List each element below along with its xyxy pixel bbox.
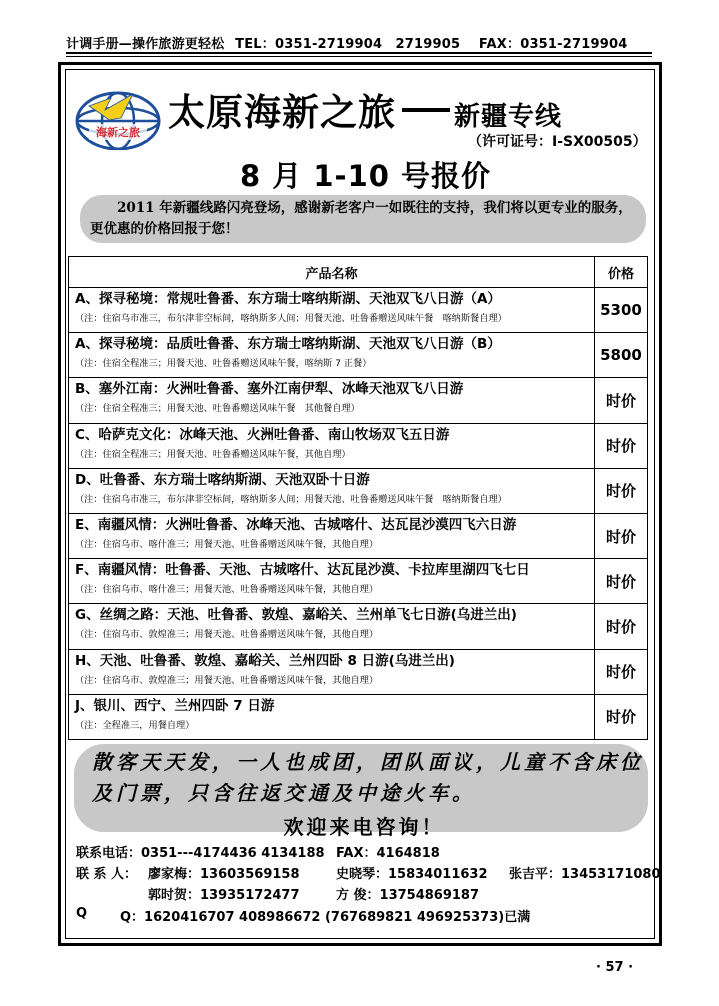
table-row	[69, 513, 648, 558]
product-cell	[69, 513, 595, 558]
product-title: F、南疆风情：吐鲁番、天池、古城喀什、达瓦昆沙漠、卡拉库里湖四飞七日	[75, 562, 530, 579]
product-note: （注：住宿乌市准三，布尔津非空标间，喀纳斯多人间；用餐天池、吐鲁番赠送风味午餐 喀纳斯餐自理）	[75, 313, 507, 324]
product-price: 时价	[595, 559, 648, 604]
product-price: 时价	[595, 649, 648, 694]
product-price: 时价	[595, 468, 648, 513]
header-price: 价格	[595, 257, 648, 288]
promo-line-1: 散客天天发，一人也成团，团队面议，儿童不含床位	[92, 750, 644, 774]
company-logo	[75, 90, 161, 150]
title-dash	[402, 108, 450, 112]
company-title	[168, 82, 562, 136]
contact-person: 史晓琴：15834011632	[336, 867, 488, 882]
product-price: 5300	[595, 288, 648, 333]
product-title: A、探寻秘境：品质吐鲁番、东方瑞士喀纳斯湖、天池双飞八日游（B）	[75, 336, 501, 353]
product-cell	[69, 288, 595, 333]
table-row	[69, 288, 648, 333]
product-cell	[69, 694, 595, 739]
table-row	[69, 333, 648, 378]
product-title: H、天池、吐鲁番、敦煌、嘉峪关、兰州四卧 8 日游(乌进兰出)	[75, 652, 455, 669]
running-header-tel: TEL：0351-2719904 2719905	[235, 37, 461, 52]
running-header-slogan: 计调手册—操作旅游更轻松	[66, 37, 225, 52]
contact-person: 方 俊：13754869187	[336, 888, 480, 903]
intro-banner	[80, 195, 646, 243]
product-note: （注：住宿乌市准三，布尔津非空标间，喀纳斯多人间；用餐天池、吐鲁番赠送风味午餐 喀纳斯餐自理）	[75, 493, 507, 505]
product-note: （注：住宿全程准三；用餐天池、吐鲁番赠送风味午餐 其他餐自理）	[75, 403, 360, 415]
price-heading: 8 月 1-10 号报价	[240, 159, 492, 193]
product-price: 时价	[595, 423, 648, 468]
contact-person: 张吉平：13453171080	[509, 867, 661, 882]
product-cell	[69, 559, 595, 604]
product-cell	[69, 604, 595, 649]
product-price: 时价	[595, 513, 648, 558]
product-title: A、探寻秘境：常规吐鲁番、东方瑞士喀纳斯湖、天池双飞八日游（A）	[75, 291, 501, 307]
table-row	[69, 694, 648, 739]
product-price: 时价	[595, 378, 648, 423]
product-title: C、哈萨克文化：冰峰天池、火洲吐鲁番、南山牧场双飞五日游	[75, 426, 450, 443]
table-row	[69, 378, 648, 423]
contact-qq-label: Q	[76, 906, 88, 921]
product-note: （注：住宿乌市、敦煌准三；用餐天池、吐鲁番赠送风味午餐，其他自理）	[75, 674, 379, 686]
table-row	[69, 559, 648, 604]
contact-person: 廖家梅：13603569158	[148, 867, 300, 882]
product-cell	[69, 649, 595, 694]
product-rows	[69, 288, 648, 740]
contact-fax: FAX：4164818	[336, 846, 440, 861]
product-note: （注：住宿全程准三；用餐天池、吐鲁番赠送风味午餐，喀纳斯 7 正餐）	[75, 358, 372, 370]
promo-cta: 欢迎来电咨询！	[283, 815, 445, 839]
table-row	[69, 604, 648, 649]
company-name: 太原海新之旅	[168, 91, 396, 134]
header-rule	[66, 52, 652, 54]
product-note: （注：住宿乌市、敦煌准三；用餐天池、吐鲁番赠送风味午餐，其他自理）	[75, 629, 379, 641]
contact-qq: Q：1620416707 408986672 (767689821 496925373)已满	[120, 910, 531, 925]
contact-person: 郭时贺：13935172477	[148, 888, 300, 903]
header-product: 产品名称	[69, 257, 595, 288]
header-rule-thin	[66, 56, 652, 57]
product-cell	[69, 333, 595, 378]
contact-person-label: 联 系 人：	[76, 867, 138, 882]
logo-text: 海新之旅	[96, 126, 140, 139]
product-table	[68, 256, 648, 740]
contact-phone: 联系电话：0351---4174436 4134188	[76, 846, 325, 861]
product-cell	[69, 378, 595, 423]
product-title: B、塞外江南：火洲吐鲁番、塞外江南伊犁、冰峰天池双飞八日游	[75, 381, 464, 398]
product-cell	[69, 423, 595, 468]
intro-text: 2011 年新疆线路闪亮登场，感谢新老客户一如既往的支持，我们将以更专业的服务，更优惠的价格回报于您！	[90, 200, 632, 237]
product-note: （注：住宿乌市、喀什准三；用餐天池、吐鲁番赠送风味午餐，其他自理）	[75, 538, 379, 550]
table-row	[69, 649, 648, 694]
product-title: J、银川、西宁、兰州四卧 7 日游	[75, 697, 275, 714]
product-note: （注：全程准三，用餐自理）	[75, 719, 195, 731]
line-subtitle: 新疆专线	[454, 102, 563, 132]
running-header-fax: FAX：0351-2719904	[478, 37, 628, 52]
product-price: 时价	[595, 604, 648, 649]
product-title: E、南疆风情：火洲吐鲁番、冰峰天池、古城喀什、达瓦昆沙漠四飞六日游	[75, 516, 517, 533]
page-number: · 57 ·	[596, 960, 634, 975]
product-title: D、吐鲁番、东方瑞士喀纳斯湖、天池双卧十日游	[75, 471, 370, 488]
promo-line-2: 及门票，只含往返交通及中途火车。	[92, 781, 476, 805]
table-row	[69, 468, 648, 513]
product-price: 5800	[595, 333, 648, 378]
product-note: （注：住宿乌市、喀什准三；用餐天池、吐鲁番赠送风味午餐，其他自理）	[75, 584, 379, 596]
product-title: G、丝绸之路：天池、吐鲁番、敦煌、嘉峪关、兰州单飞七日游(乌进兰出)	[75, 607, 517, 624]
product-cell	[69, 468, 595, 513]
promo-banner	[74, 744, 648, 839]
product-note: （注：住宿全程准三；用餐天池、吐鲁番赠送风味午餐，其他自理）	[75, 448, 351, 460]
product-price: 时价	[595, 694, 648, 739]
table-row	[69, 423, 648, 468]
table-header-row	[69, 257, 648, 288]
license-number: （许可证号：I-SX00505）	[468, 134, 647, 150]
